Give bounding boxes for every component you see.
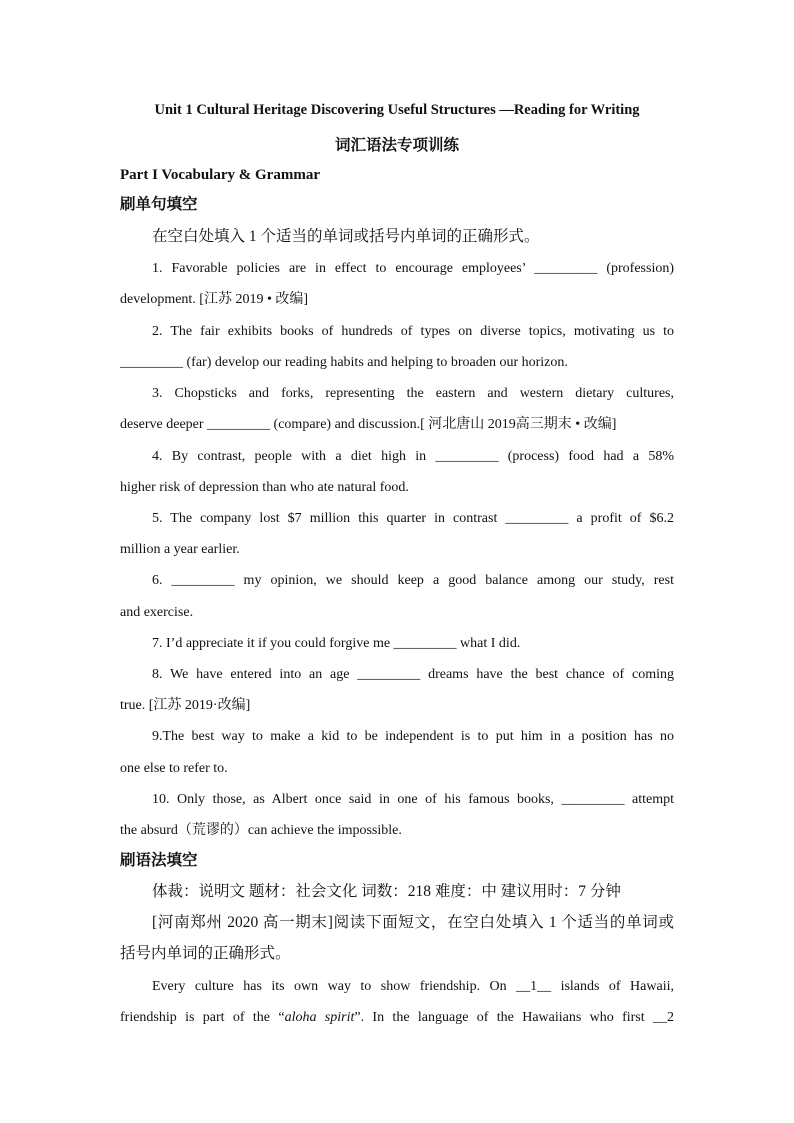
item-8-line-1: 8. We have entered into an age _________ dreams have the best chance of coming xyxy=(152,667,674,682)
passage-meta: 体裁：说明文 题材：社会文化 词数：218 难度：中 建议用时：7 分钟 xyxy=(152,883,621,900)
passage-line-1 xyxy=(152,978,674,996)
source-line-2: 括号内单词的正确形式。 xyxy=(120,945,291,962)
item-3-line-2: deserve deeper _________ (compare) and discussion.[ 河北唐山 2019高三期末 • 改编] xyxy=(120,417,617,432)
passage-text: friendship is part of the “ xyxy=(120,1010,285,1025)
document-title: Unit 1 Cultural Heritage Discovering Useful Structures —Reading for Writing xyxy=(154,102,640,118)
section-heading-sentences: 刷单句填空 xyxy=(120,196,198,213)
item-2-line-2: _________ (far) develop our reading habits and helping to broaden our horizon. xyxy=(120,355,568,370)
item-6-line-1: 6. _________ my opinion, we should keep a good balance among our study, rest xyxy=(152,573,674,588)
item-9-line-2: one else to refer to. xyxy=(120,761,228,776)
passage-line-2 xyxy=(120,1009,674,1027)
item-1-line-1: 1. Favorable policies are in effect to encourage employees’ _________ (profession) xyxy=(152,261,674,276)
item-4-line-1: 4. By contrast, people with a diet high in _________ (process) food had a 58% xyxy=(152,449,674,464)
part-heading: Part I Vocabulary & Grammar xyxy=(120,167,320,183)
passage-text: ”. In the language of the Hawaiians who first xyxy=(354,1010,653,1025)
item-1-line-2: development. [江苏 2019 • 改编] xyxy=(120,292,309,307)
passage-blank-1: __1__ xyxy=(516,979,552,994)
item-4-line-2: higher risk of depression than who ate natural food. xyxy=(120,480,409,495)
item-10-line-1: 10. Only those, as Albert once said in one of his famous books, _________ attempt xyxy=(152,792,674,807)
source-line-1: [河南郑州 2020 高一期末]阅读下面短文，在空白处填入 1 个适当的单词或 xyxy=(152,914,674,931)
item-9-line-1: 9.The best way to make a kid to be independent is to put him in a position has no xyxy=(152,729,674,744)
passage-blank-2: __2 xyxy=(653,1010,674,1025)
section-heading-grammar: 刷语法填空 xyxy=(120,852,198,869)
item-3-line-1: 3. Chopsticks and forks, representing the eastern and western dietary cultures, xyxy=(152,386,674,401)
item-8-line-2: true. [江苏 2019·改编] xyxy=(120,698,251,713)
document-subtitle: 词汇语法专项训练 xyxy=(334,137,459,154)
instruction: 在空白处填入 1 个适当的单词或括号内单词的正确形式。 xyxy=(152,228,540,245)
item-5-line-2: million a year earlier. xyxy=(120,542,240,557)
item-2-line-1: 2. The fair exhibits books of hundreds of types on diverse topics, motivating us to xyxy=(152,324,674,339)
item-7-line-1: 7. I’d appreciate it if you could forgive me _________ what I did. xyxy=(152,636,521,651)
passage-text: islands of Hawaii, xyxy=(551,979,674,994)
item-10-line-2: the absurd（荒谬的）can achieve the impossible. xyxy=(120,823,402,838)
item-5-line-1: 5. The company lost $7 million this quarter in contrast _________ a profit of $6.2 xyxy=(152,511,674,526)
passage-italic-term: aloha spirit xyxy=(284,1010,355,1025)
item-6-line-2: and exercise. xyxy=(120,605,194,620)
passage-text: Every culture has its own way to show friendship. On xyxy=(152,979,517,994)
